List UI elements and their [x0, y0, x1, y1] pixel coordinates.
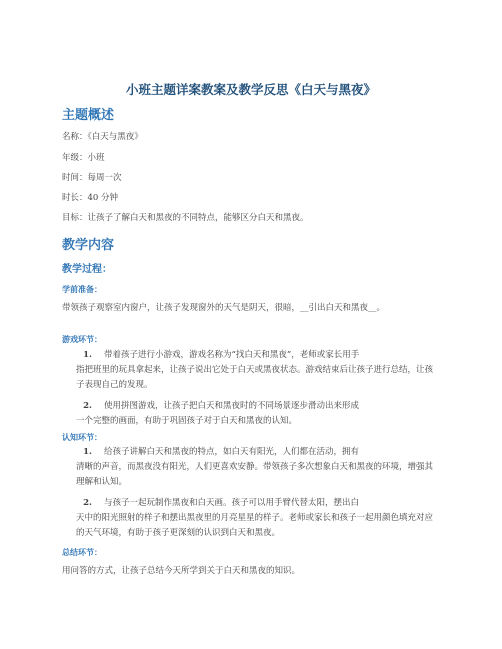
- game-heading: 游戏环节：: [62, 335, 102, 344]
- item-number: 1.: [83, 350, 92, 360]
- item-number: 1.: [83, 447, 92, 457]
- document-title: 小班主题详案教案及教学反思《白天与黑夜》: [125, 82, 376, 97]
- summary-text: 用问答的方式，让孩子总结今天所学到关于白天和黑夜的知识。: [62, 566, 301, 576]
- item-text-rest: 天中的阳光照射的样子和摆出黑夜里的月亮星星的样子。老师或家长和孩子一起用颜色填充对应的天气环境，有助于孩子更深刻的认识到白天和黑夜。: [76, 513, 434, 538]
- item-text-rest: 一个完整的画面，有助于巩固孩子对于白天和黑夜的认知。: [76, 416, 298, 426]
- field-duration: 时长：40 分钟: [62, 193, 119, 203]
- field-time: 时间：每周一次: [62, 173, 122, 183]
- overview-heading: 主题概述: [62, 108, 115, 123]
- summary-heading: 总结环节：: [62, 548, 102, 557]
- field-grade: 年级：小班: [62, 153, 105, 163]
- item-number: 2.: [83, 401, 92, 411]
- game-item-2: [62, 399, 440, 429]
- prep-text: 带领孩子观察室内窗户，让孩子发现窗外的天气是阴天，很暗，__引出白天和黑夜__。: [62, 303, 386, 313]
- cognition-heading: 认知环节：: [62, 433, 102, 442]
- item-text-first: 带着孩子进行小游戏，游戏名称为“找白天和黑夜”，老师或家长用手: [104, 350, 360, 360]
- field-goal: 目标：让孩子了解白天和黑夜的不同特点，能够区分白天和黑夜。: [62, 213, 309, 223]
- process-heading: 教学过程：: [62, 264, 112, 275]
- field-name: 名称：《白天与黑夜》: [62, 132, 143, 142]
- item-text-rest: 指把班里的玩具拿起来，让孩子说出它处于白天或黑夜状态。游戏结束后让孩子进行总结，让孩子表现自己的发现。: [76, 365, 434, 390]
- prep-heading: 学前准备：: [62, 285, 102, 294]
- cognition-item-1: [62, 445, 440, 490]
- item-text-first: 与孩子一起玩制作黑夜和白天画。孩子可以用手臂代替太阳，摆出白: [104, 498, 360, 508]
- game-item-1: [62, 348, 440, 393]
- cognition-item-2: [62, 496, 440, 541]
- content-heading: 教学内容: [62, 238, 115, 253]
- item-text-first: 使用拼图游戏，让孩子把白天和黑夜时的不同场景逐步滑动出来形成: [104, 401, 360, 411]
- item-text-first: 给孩子讲解白天和黑夜的特点，如白天有阳光，人们都在活动，拥有: [104, 447, 360, 457]
- item-number: 2.: [83, 498, 92, 508]
- item-text-rest: 清晰的声音，而黑夜没有阳光，人们更喜欢安静。带领孩子多次想象白天和黑夜的环境，增强其理解和认知。: [76, 462, 434, 487]
